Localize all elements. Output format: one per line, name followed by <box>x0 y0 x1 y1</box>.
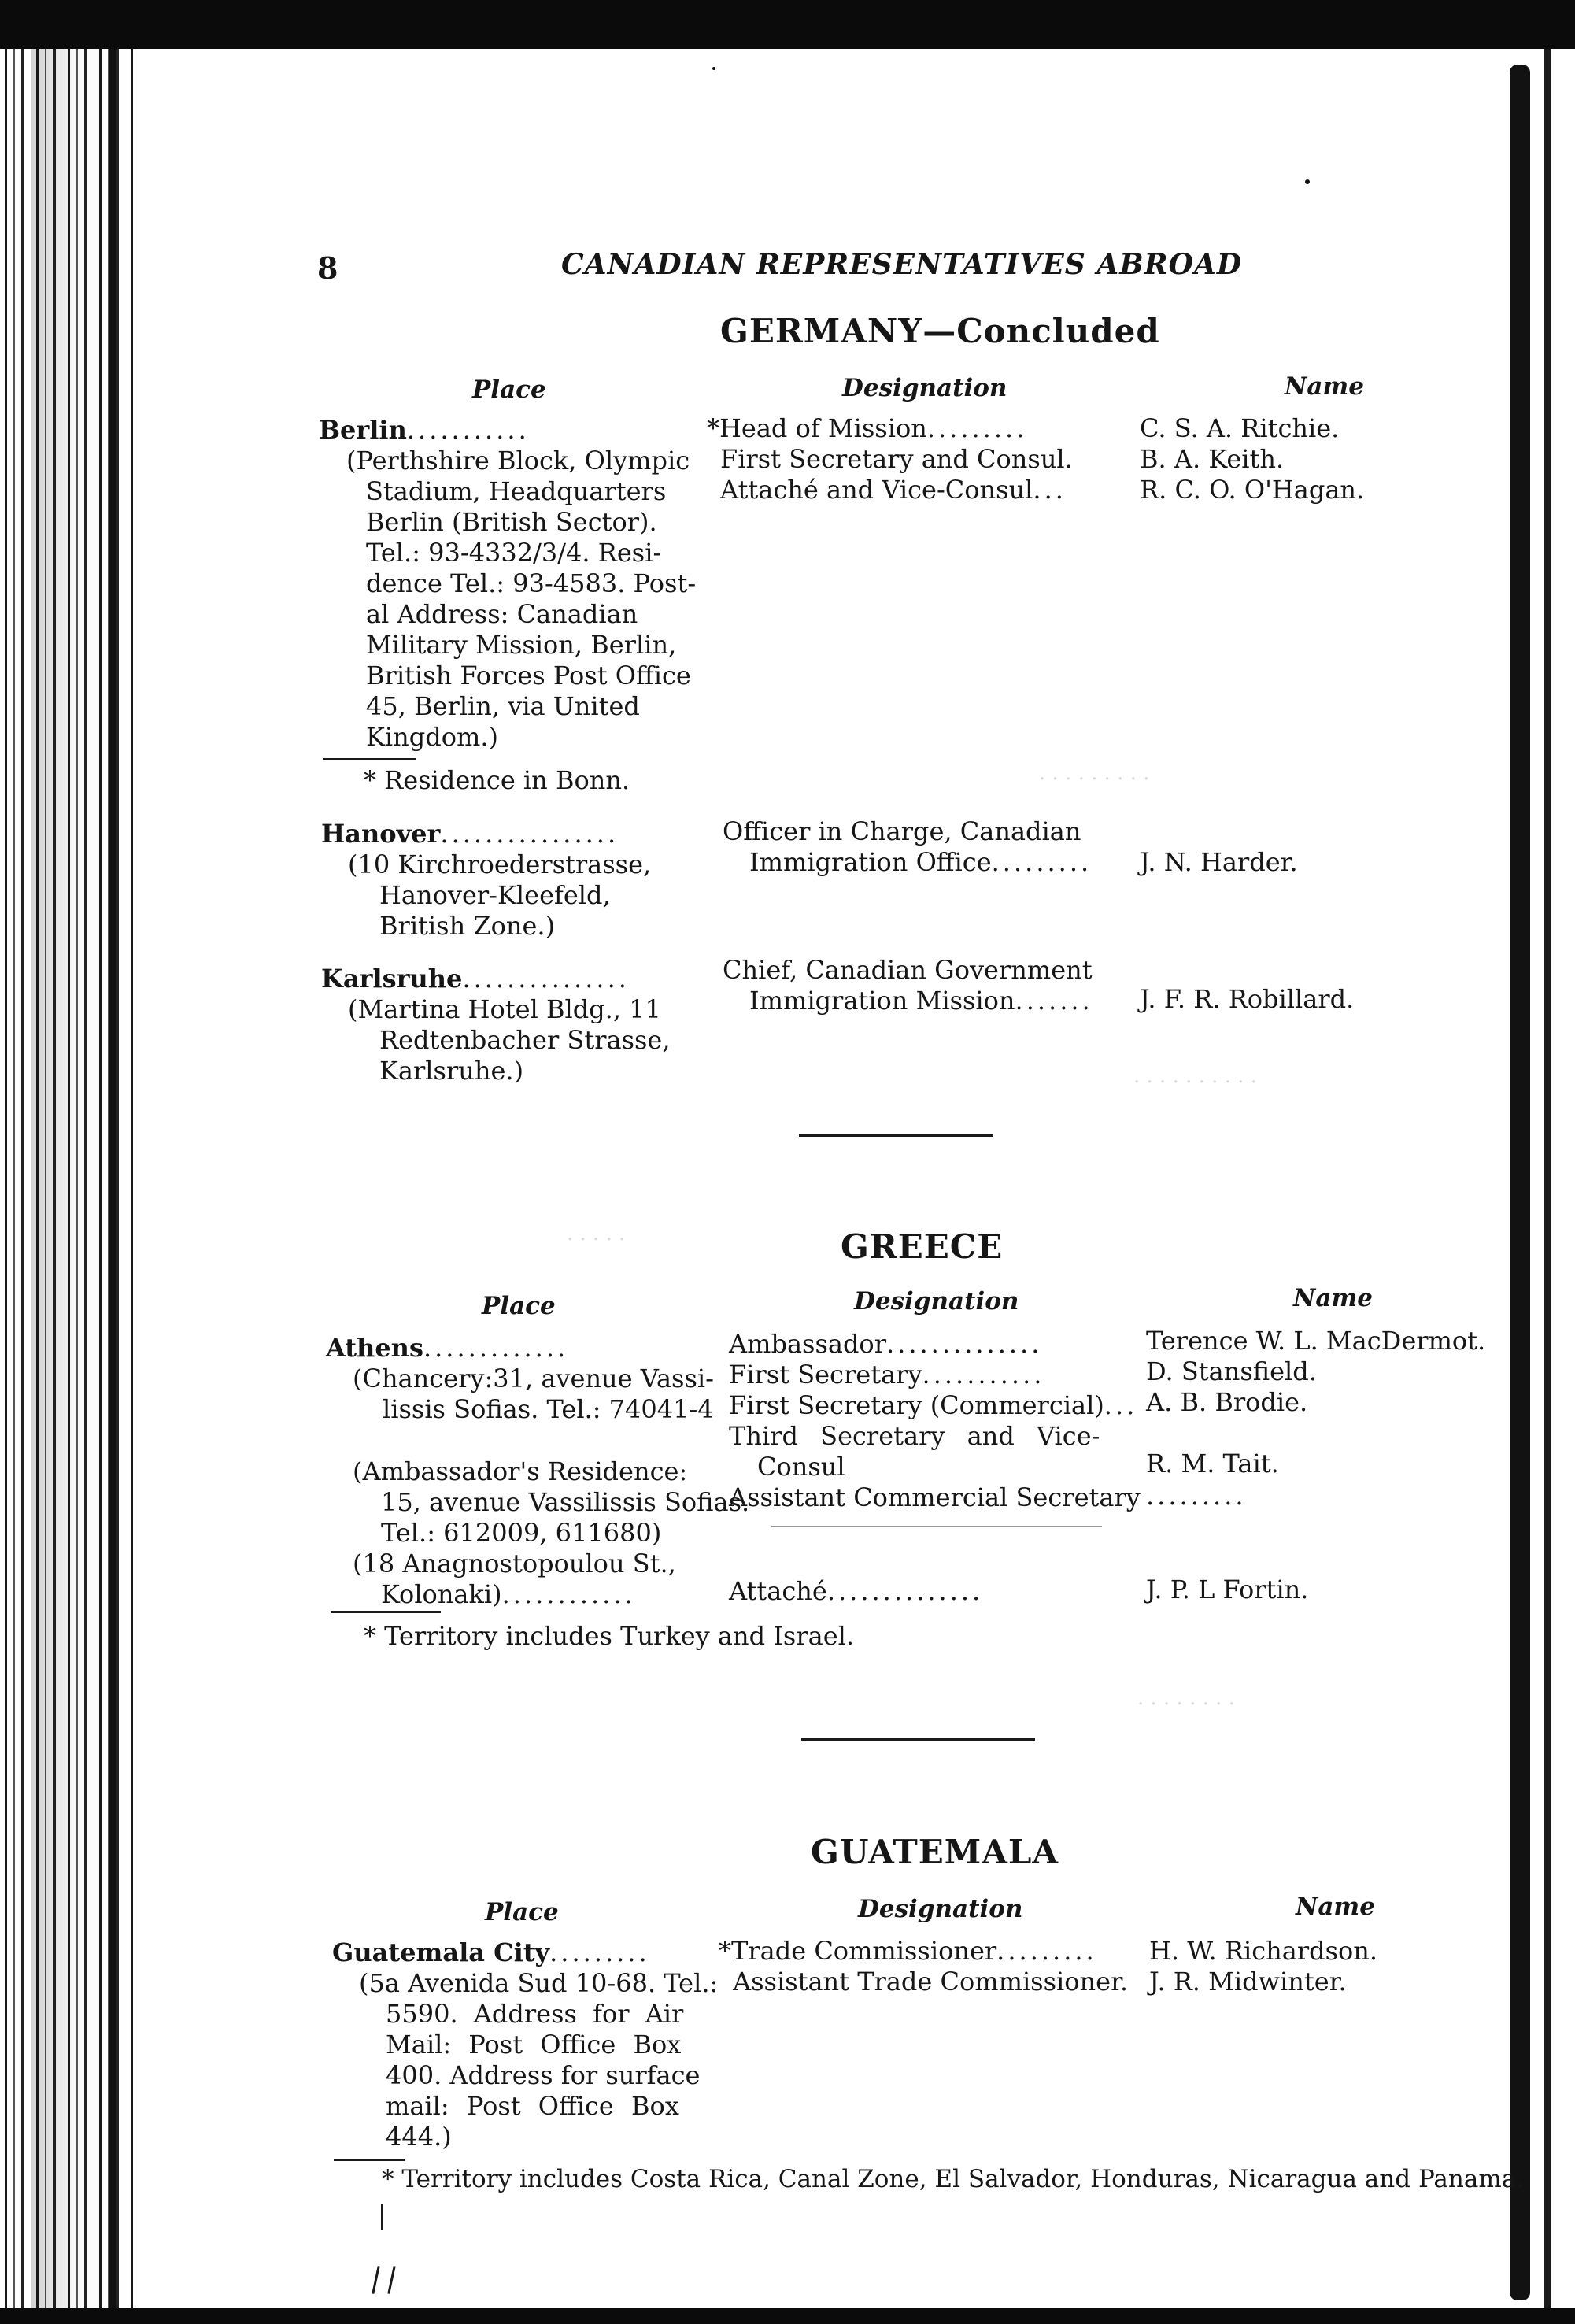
section-divider <box>799 1134 993 1137</box>
running-head: CANADIAN REPRESENTATIVES ABROAD <box>561 248 1243 281</box>
address-line: Kolonaki)............ <box>381 1579 636 1609</box>
address-line: dence Tel.: 93-4583. Post- <box>366 568 697 598</box>
name-cell: D. Stansfield. <box>1146 1356 1317 1386</box>
ink-speck <box>1305 179 1310 184</box>
place-guatemala-city: Guatemala City......... <box>332 1937 650 1967</box>
designation-cell: Immigration Office......... <box>749 847 1093 877</box>
ink-speck <box>712 67 715 70</box>
section-title-greece: GREECE <box>841 1227 1004 1266</box>
col-header-designation: Designation <box>858 1895 1023 1923</box>
name-cell: C. S. A. Ritchie. <box>1140 413 1340 443</box>
address-line: 45, Berlin, via United <box>366 691 640 721</box>
address-line: mail: Post Office Box <box>386 2091 679 2121</box>
name-cell: J. R. Midwinter. <box>1149 1967 1347 1996</box>
address-line: British Forces Post Office <box>366 661 691 690</box>
designation-cell: *Head of Mission......... <box>707 413 1028 443</box>
footnote-rule <box>323 758 416 760</box>
section-title-germany: GERMANY—Concluded <box>720 312 1160 350</box>
binding-line <box>109 49 116 2308</box>
name-cell: B. A. Keith. <box>1140 444 1285 474</box>
bleed-through: · · · · · · · · <box>1137 1693 1235 1716</box>
name-cell: J. F. R. Robillard. <box>1140 984 1355 1014</box>
address-line: Karlsruhe.) <box>379 1056 524 1086</box>
designation-cell: First Secretary and Consul. <box>720 444 1076 474</box>
scan-binding-edge <box>0 49 134 2308</box>
address-line: Mail: Post Office Box <box>386 2030 682 2059</box>
scan-right-edge <box>1510 49 1575 2308</box>
address-line: 15, avenue Vassilissis Sofias. <box>381 1487 750 1517</box>
address-line: (Perthshire Block, Olympic <box>346 446 690 476</box>
col-header-place: Place <box>482 1292 556 1320</box>
footnote-rule <box>331 1611 441 1613</box>
footnote: * Territory includes Turkey and Israel. <box>364 1621 855 1651</box>
section-title-guatemala: GUATEMALA <box>811 1833 1059 1871</box>
name-cell: Terence W. L. MacDermot. <box>1146 1326 1486 1356</box>
address-line: (Ambassador's Residence: <box>353 1456 688 1486</box>
place-karlsruhe: Karlsruhe............... <box>321 964 630 994</box>
row-separator <box>771 1526 1102 1527</box>
address-line: Kingdom.) <box>366 722 498 752</box>
designation-cell: Assistant Trade Commissioner. <box>733 1967 1129 1996</box>
right-edge-bar <box>1510 65 1530 2300</box>
col-header-name: Name <box>1285 372 1364 401</box>
designation-cell: Attaché.............. <box>729 1576 984 1606</box>
bleed-through: · · · · · · · · · <box>1039 768 1150 791</box>
address-line: Berlin (British Sector). <box>366 507 657 537</box>
pen-mark <box>381 2204 383 2230</box>
binding-shadow <box>31 49 134 2308</box>
designation-cell: Attaché and Vice-Consul... <box>720 475 1067 505</box>
col-header-place: Place <box>485 1898 559 1926</box>
place-athens: Athens............. <box>326 1333 569 1363</box>
name-cell: R. M. Tait. <box>1146 1449 1279 1478</box>
page-number: 8 <box>317 250 338 286</box>
address-line: Stadium, Headquarters <box>366 476 667 506</box>
bleed-through: · · · · · · · · · · <box>1133 1071 1258 1094</box>
place-berlin: Berlin........... <box>319 415 530 445</box>
address-line: 5590. Address for Air <box>386 1999 684 2029</box>
section-divider <box>801 1738 1035 1741</box>
name-cell: A. B. Brodie. <box>1146 1387 1308 1417</box>
designation-cell: First Secretary (Commercial)... <box>729 1390 1138 1420</box>
col-header-name: Name <box>1296 1893 1375 1921</box>
designation-cell: Immigration Mission....... <box>749 986 1093 1016</box>
place-hanover: Hanover................ <box>321 819 619 849</box>
name-cell: R. C. O. O'Hagan. <box>1140 475 1365 505</box>
col-header-designation: Designation <box>842 374 1007 402</box>
pen-mark <box>372 2266 379 2294</box>
designation-cell: *Trade Commissioner......... <box>719 1936 1097 1966</box>
name-cell: J. P. L Fortin. <box>1146 1575 1309 1604</box>
name-leader: ......... <box>1146 1481 1247 1511</box>
footnote-rule <box>334 2159 405 2161</box>
footnote: * Territory includes Costa Rica, Canal Zone, El Salvador, Honduras, Nicaragua and Panama. <box>382 2165 1525 2193</box>
address-line: Military Mission, Berlin, <box>366 630 677 660</box>
pen-mark <box>387 2266 395 2294</box>
designation-cell: Officer in Charge, Canadian <box>723 816 1081 846</box>
designation-cell: Third Secretary and Vice- <box>729 1421 1100 1451</box>
address-line: (Martina Hotel Bldg., 11 <box>348 994 661 1024</box>
address-line: Tel.: 612009, 611680) <box>381 1518 662 1548</box>
designation-cell: Assistant Commercial Secretary <box>729 1482 1141 1512</box>
address-line: Redtenbacher Strasse, <box>379 1025 671 1055</box>
address-line: British Zone.) <box>379 911 556 941</box>
address-line: lissis Sofias. Tel.: 74041-4 <box>383 1394 714 1424</box>
footnote: * Residence in Bonn. <box>364 765 630 795</box>
col-header-place: Place <box>472 376 546 404</box>
designation-cell: First Secretary........... <box>729 1360 1045 1390</box>
address-line: (Chancery:31, avenue Vassi- <box>353 1364 714 1393</box>
designation-cell: Chief, Canadian Government <box>723 955 1093 985</box>
bleed-through: · · · · · <box>567 1228 626 1252</box>
address-line: Tel.: 93-4332/3/4. Resi- <box>366 538 662 568</box>
designation-cell: Consul <box>757 1452 845 1482</box>
scan-bottom-border <box>0 2308 1575 2324</box>
address-line: 444.) <box>386 2122 452 2152</box>
right-edge-line <box>1544 49 1551 2308</box>
designation-cell: Ambassador.............. <box>729 1329 1043 1359</box>
address-line: Hanover-Kleefeld, <box>379 880 611 910</box>
col-header-designation: Designation <box>854 1287 1019 1316</box>
address-line: (5a Avenida Sud 10-68. Tel.: <box>359 1968 719 1998</box>
address-line: 400. Address for surface <box>386 2060 701 2090</box>
scan-top-border <box>0 0 1575 49</box>
name-cell: H. W. Richardson. <box>1149 1936 1378 1966</box>
address-line: (10 Kirchroederstrasse, <box>348 849 652 879</box>
address-line: al Address: Canadian <box>366 599 638 629</box>
address-line: (18 Anagnostopoulou St., <box>353 1549 676 1578</box>
col-header-name: Name <box>1293 1284 1373 1312</box>
name-cell: J. N. Harder. <box>1140 847 1298 877</box>
